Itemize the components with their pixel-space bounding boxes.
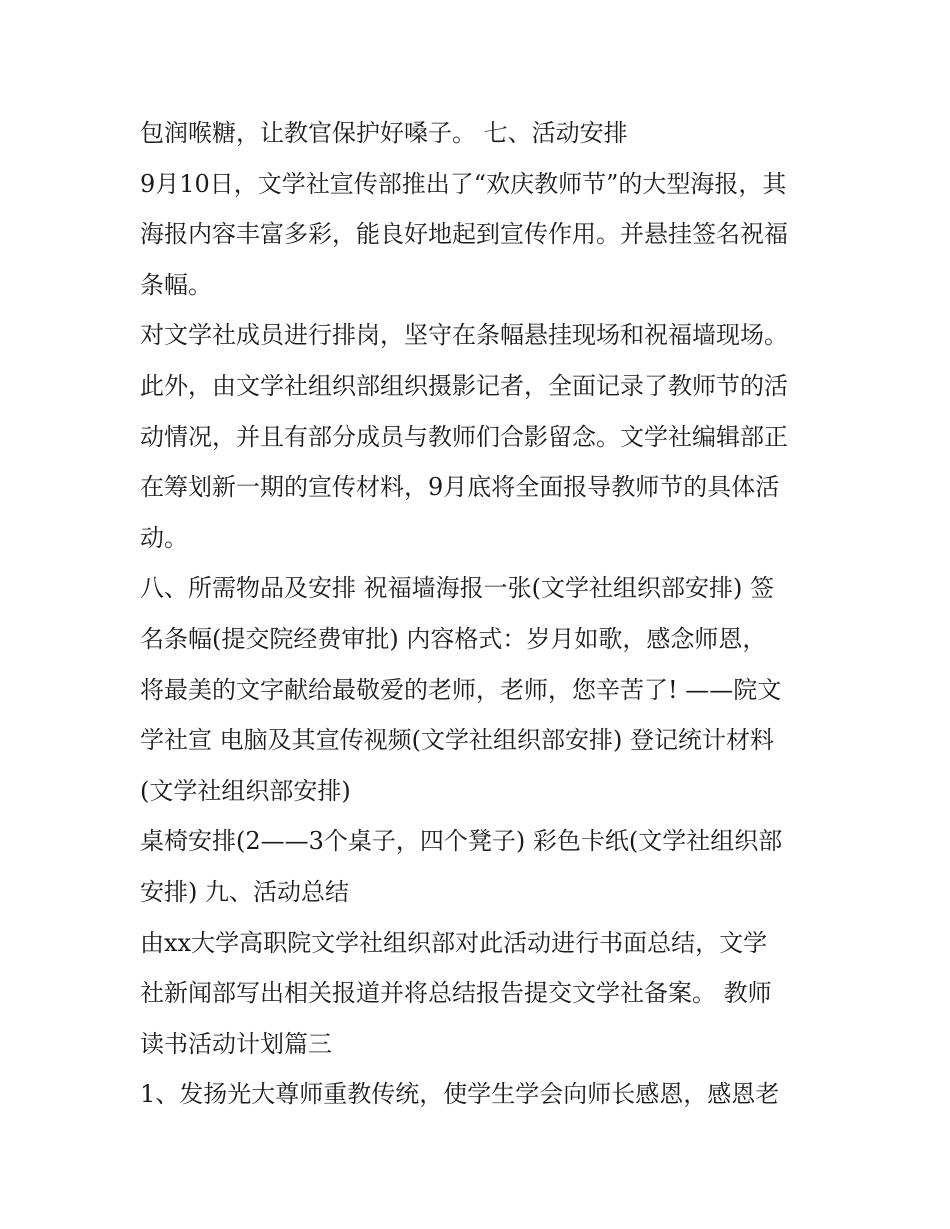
text-line: 读书活动计划篇三 (140, 1029, 332, 1058)
text-line: 由xx大学高职院文学社组织部对此活动进行书面总结，文学 (140, 928, 768, 957)
text-line: (文学社组织部安排) (140, 776, 351, 805)
text-line: 此外，由文学社组织部组织摄影记者，全面记录了教师节的活 (140, 371, 788, 400)
text-line: 在筹划新一期的宣传材料，9月底将全面报导教师节的具体活 (140, 473, 780, 502)
text-line: 条幅。 (140, 270, 212, 299)
text-line: 对文学社成员进行排岗，坚守在条幅悬挂现场和祝福墙现场。 (140, 321, 788, 350)
text-line: 1、发扬光大尊师重教传统，使学生学会向师长感恩，感恩老 (140, 1080, 780, 1109)
text-line: 八、所需物品及安排 祝福墙海报一张(文学社组织部安排) 签 (140, 574, 774, 603)
text-line: 9月10日，文学社宣传部推出了“欢庆教师节”的大型海报，其 (140, 169, 787, 198)
text-line: 社新闻部写出相关报道并将总结报告提交文学社备案。 教师 (140, 979, 772, 1008)
text-line: 动。 (140, 523, 188, 552)
text-line: 包润喉糖，让教官保护好嗓子。 七、活动安排 (140, 119, 628, 147)
text-line: 学社宣 电脑及其宣传视频(文学社组织部安排) 登记统计材料 (140, 726, 774, 755)
text-line: 将最美的文字献给最敬爱的老师，老师，您辛苦了! ——院文 (140, 675, 782, 704)
text-line: 海报内容丰富多彩，能良好地起到宣传作用。并悬挂签名祝福 (140, 220, 788, 249)
text-line: 桌椅安排(2——3个桌子，四个凳子) 彩色卡纸(文学社组织部 (140, 827, 783, 856)
document-body (140, 108, 820, 1120)
text-line: 动情况，并且有部分成员与教师们合影留念。文学社编辑部正 (140, 422, 788, 451)
text-line: 安排) 九、活动总结 (140, 877, 349, 906)
text-line: 名条幅(提交院经费审批) 内容格式：岁月如歌，感念师恩， (140, 624, 767, 653)
